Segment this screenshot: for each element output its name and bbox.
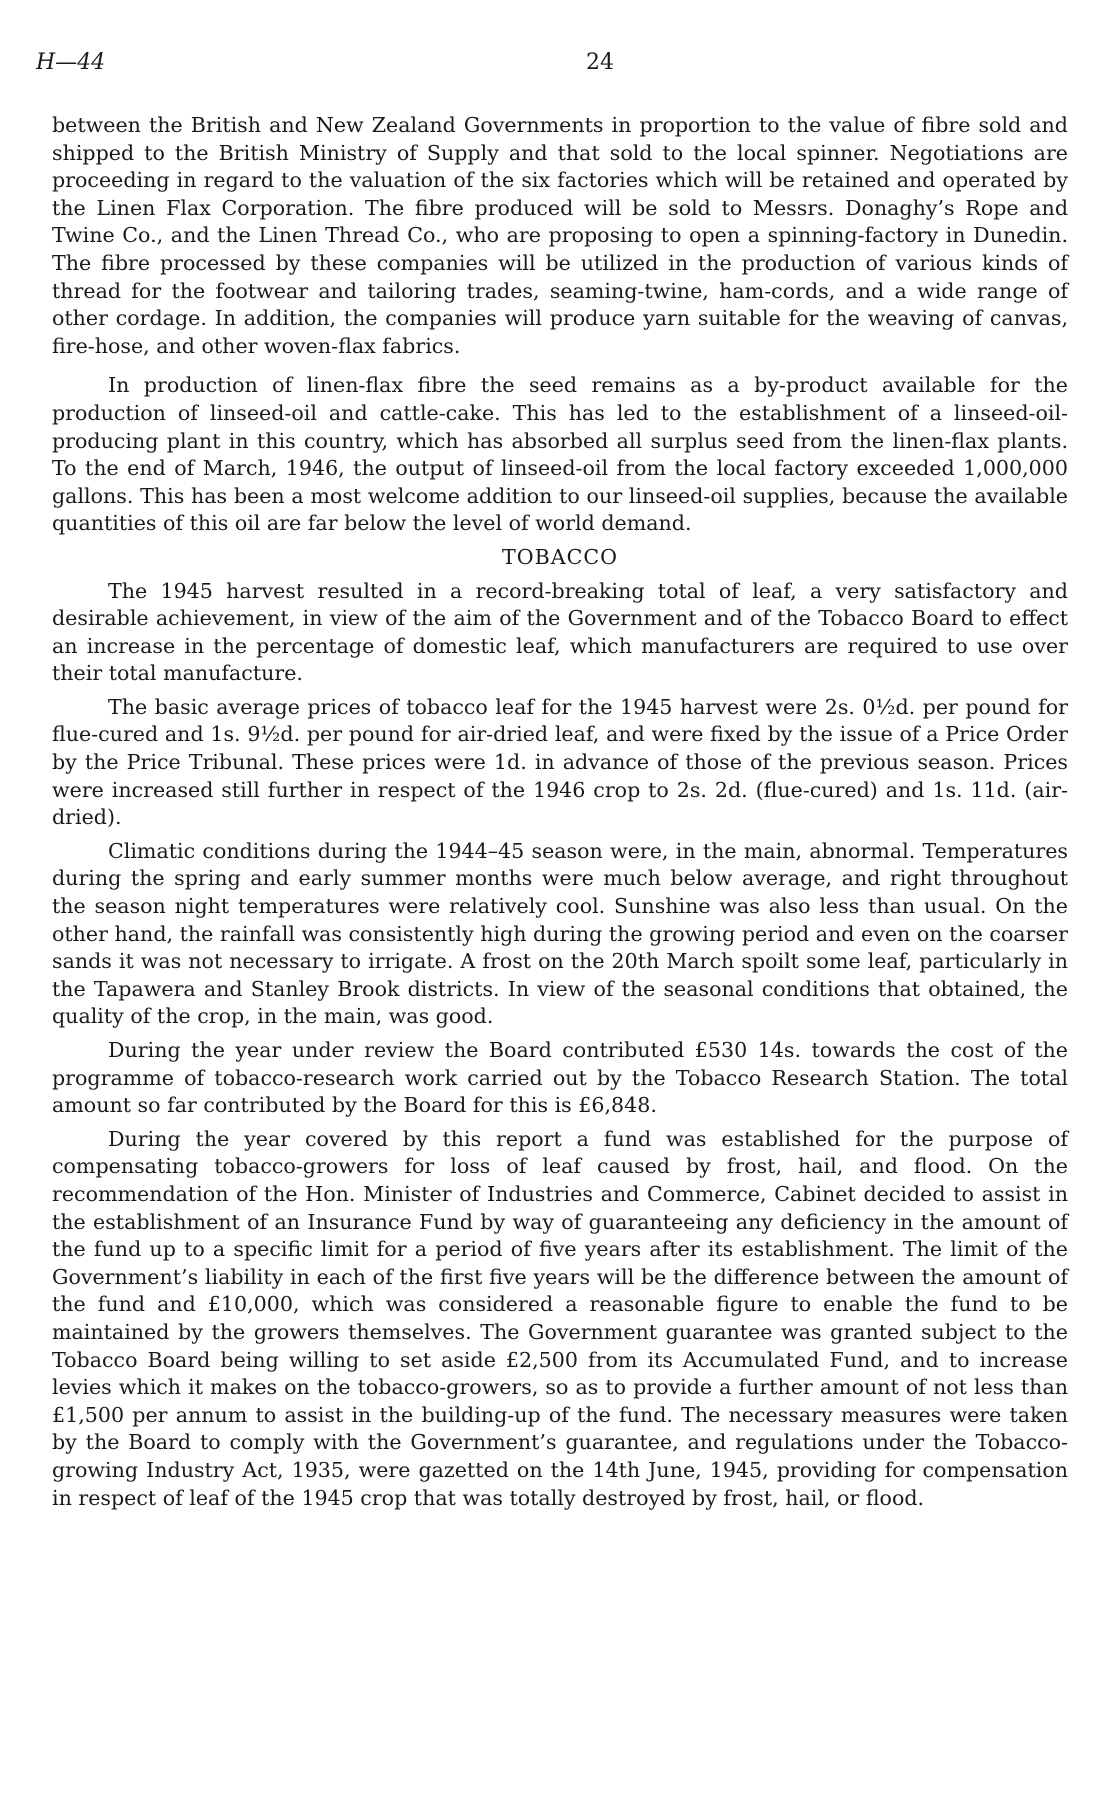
paragraph: In production of linen-flax fibre the seed remains as a by-product available for the production of linseed-oil and cattle-cake. This has led to the establishment of a linseed-oil-producing plant in this country, which has absorbed all surplus seed from the linen-flax plants. To the end of March, 1946, the output of linseed-oil from the local factory exceeded 1,000,000 gallons. This has been a most welcome addition to our linseed-oil supplies, because the available quantities of this oil are far below the level of world demand. [52, 373, 1068, 536]
paragraph: During the year covered by this report a fund was established for the purpose of compensating tobacco-growers for loss of leaf caused by frost, hail, and flood. On the recommendation of the Hon. Minister of Industries and Commerce, Cabinet decided to assist in the establishment of an Insurance Fund by way of guaranteeing any deficiency in the amount of the fund up to a specific limit for a period of five years after its establishment. The limit of the Government’s liability in each of the first five years will be the difference between the amount of the fund and £10,000, which was considered a reasonable figure to enable the fund to be maintained by the growers themselves. The Government guarantee was granted subject to the Tobacco Board being willing to set aside £2,500 from its Accumulated Fund, and to increase levies which it makes on the tobacco-growers, so as to provide a further amount of not less than £1,500 per annum to assist in the building-up of the fund. The necessary measures were taken by the Board to comply with the Government’s guarantee, and regulations under the Tobacco-growing Industry Act, 1935, were gazetted on the 14th June, 1945, providing for compensation in respect of leaf of the 1945 crop that was totally destroyed by frost, hail, or flood. [52, 1126, 1068, 1510]
paragraph: Climatic conditions during the 1944–45 season were, in the main, abnormal. Temperatures during the spring and early summer months were much below average, and right throughout the season night temperatures were relatively cool. Sunshine was also less than usual. On the other hand, the rainfall was consistently high during the growing period and even on the coarser sands it was not necessary to irrigate. A frost on the 20th March spoilt some leaf, particularly in the Tapawera and Stanley Brook districts. In view of the seasonal conditions that obtained, the quality of the crop, in the main, was good. [52, 838, 1068, 1029]
page-number: 24 [586, 50, 614, 75]
paragraph: During the year under review the Board contributed £530 14s. towards the cost of the programme of tobacco-research work carried out by the Tobacco Research Station. The total amount so far contributed by the Board for this is £6,848. [52, 1038, 1068, 1118]
paragraph: between the British and New Zealand Governments in proportion to the value of fibre sold and shipped to the British Ministry of Supply and that sold to the local spinner. Negotiations are proceeding in regard to the valuation of the six factories which will be retained and operated by the Linen Flax Corporation. The fibre produced will be sold to Messrs. Donaghy’s Rope and Twine Co., and the Linen Thread Co., who are proposing to open a spinning-factory in Dunedin. The fibre processed by these companies will be utilized in the production of various kinds of thread for the footwear and tailoring trades, seaming-twine, ham-cords, and a wide range of other cordage. In addition, the companies will produce yarn suitable for the weaving of canvas, fire-hose, and other woven-flax fabrics. [52, 113, 1068, 358]
paragraph: The basic average prices of tobacco leaf for the 1945 harvest were 2s. 0½d. per pound for flue-cured and 1s. 9½d. per pound for air-dried leaf, and were fixed by the issue of a Price Order by the Price Tribunal. These prices were 1d. in advance of those of the previous season. Prices were increased still further in respect of the 1946 crop to 2s. 2d. (flue-cured) and 1s. 11d. (air-dried). [52, 694, 1068, 830]
section-heading: TOBACCO [501, 544, 619, 569]
page-header [36, 50, 1076, 80]
document-reference: H—44 [36, 50, 106, 75]
paragraph: The 1945 harvest resulted in a record-breaking total of leaf, a very satisfactory and desirable achievement, in view of the aim of the Government and of the Tobacco Board to effect an increase in the percentage of domestic leaf, which manufacturers are required to use over their total manufacture. [52, 578, 1068, 686]
body-text [52, 112, 1068, 1518]
